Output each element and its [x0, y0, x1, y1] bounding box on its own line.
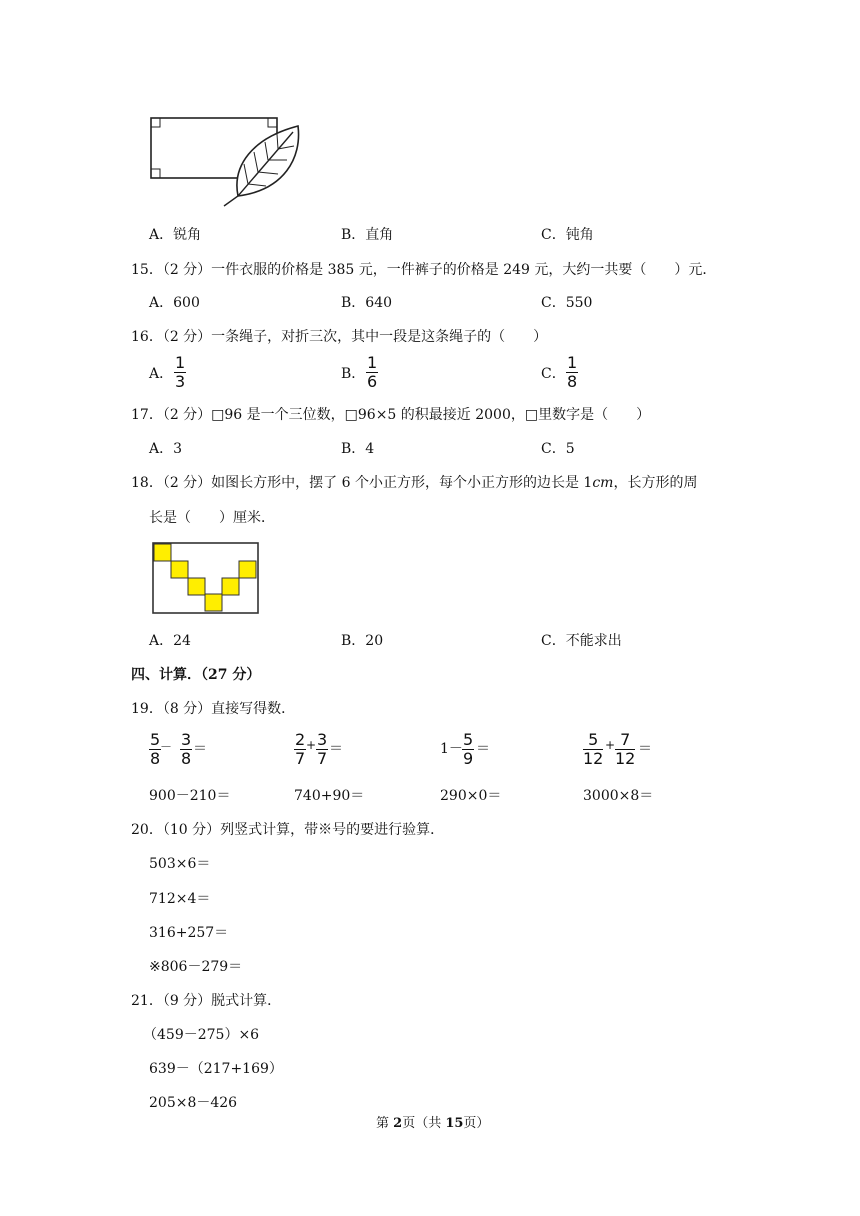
denominator: 3 — [175, 372, 186, 391]
q19-e2-equals: ＝ — [329, 741, 343, 757]
option-text: 锐角 — [173, 227, 202, 243]
q14-option-a — [149, 224, 201, 244]
q20-item-2: 712×4＝ — [149, 891, 211, 907]
numerator: 2 — [295, 730, 306, 749]
option-letter: A． — [149, 295, 174, 311]
option-letter: C． — [541, 295, 566, 311]
option-letter: C． — [541, 633, 566, 649]
option-text: 5 — [565, 441, 575, 457]
small-square-4 — [205, 594, 222, 611]
q17-option-a — [149, 438, 182, 458]
q16-option-a-letter: A． — [149, 366, 174, 382]
option-text: 4 — [365, 441, 375, 457]
q19-e4-equals: ＝ — [638, 741, 652, 757]
q19-stem: 19．（8 分）直接写得数． — [131, 701, 296, 717]
q16-option-b-fraction — [366, 354, 378, 391]
small-square-5 — [222, 578, 239, 595]
q19-e2-fraction-1 — [294, 731, 306, 768]
q18-stem-text-end: ，长方形的周 — [613, 475, 698, 491]
option-text: 钝角 — [565, 227, 594, 243]
small-square-3 — [188, 578, 205, 595]
rectangle-leaf-figure — [140, 110, 310, 210]
q21-item-2: 639－（217+169） — [149, 1061, 283, 1077]
q20-item-1: 503×6＝ — [149, 856, 211, 872]
option-letter: C． — [541, 441, 566, 457]
numerator: 1 — [175, 353, 186, 372]
denominator: 8 — [150, 749, 161, 768]
q19-row2-item-4: 3000×8＝ — [583, 788, 654, 804]
q19-e1-fraction-2 — [180, 731, 192, 768]
option-text: 550 — [565, 295, 593, 311]
numerator: 5 — [463, 730, 474, 749]
q20-stem: 20．（10 分）列竖式计算，带※号的要进行验算． — [131, 822, 445, 838]
q19-row2-item-1: 900－210＝ — [149, 788, 231, 804]
section-heading: 四、计算．（27 分） — [131, 667, 261, 683]
option-letter: B． — [341, 633, 366, 649]
denominator: 12 — [583, 749, 604, 768]
q18-stem-text: 18．（2 分）如图长方形中，摆了 6 个小正方形，每个小正方形的边长是 1 — [131, 475, 593, 491]
option-text: 600 — [173, 295, 200, 311]
q14-option-b — [341, 224, 393, 244]
q19-e4-fraction-1 — [583, 731, 603, 768]
denominator: 12 — [615, 749, 636, 768]
q18-stem-line2: 长是（ ）厘米． — [149, 510, 275, 526]
numerator: 5 — [583, 731, 603, 750]
option-letter: B． — [341, 441, 366, 457]
page-total: 15 — [445, 1116, 464, 1131]
page-footer — [376, 1112, 489, 1131]
small-square-6 — [239, 561, 256, 578]
numerator: 1 — [367, 353, 378, 372]
q17-stem: 17．（2 分）□96 是一个三位数，□96×5 的积最接近 2000，□里数字是（ ） — [131, 407, 651, 423]
q17-option-b — [341, 438, 374, 458]
q19-row2-item-2: 740+90＝ — [294, 788, 365, 804]
small-square-1 — [154, 544, 171, 561]
q20-item-3: 316+257＝ — [149, 925, 229, 941]
footer-prefix: 第 — [376, 1116, 394, 1131]
option-letter: C． — [541, 227, 566, 243]
q19-row2-item-3: 290×0＝ — [440, 788, 502, 804]
denominator: 9 — [463, 749, 474, 768]
footer-suffix: 页） — [463, 1116, 490, 1131]
rectangle-squares-figure — [152, 542, 260, 616]
q19-e4-fraction-2 — [615, 731, 635, 768]
option-letter: B． — [341, 295, 366, 311]
numerator: 7 — [615, 731, 635, 750]
q19-e1-operator: － — [160, 740, 173, 754]
denominator: 8 — [567, 372, 578, 391]
q16-stem: 16．（2 分）一条绳子，对折三次，其中一段是这条绳子的（ ） — [131, 329, 548, 345]
numerator: 3 — [317, 730, 328, 749]
option-text: 20 — [365, 633, 384, 649]
denominator: 8 — [181, 749, 192, 768]
q21-item-3: 205×8－426 — [149, 1095, 238, 1111]
small-square-2 — [171, 561, 188, 578]
option-letter: A． — [149, 441, 174, 457]
q18-option-b — [341, 630, 383, 650]
q19-e3-prefix: 1－ — [440, 741, 463, 757]
page-number: 2 — [393, 1116, 403, 1131]
q19-e3-equals: ＝ — [476, 741, 490, 757]
q14-option-c — [541, 224, 594, 244]
q19-e1-equals: ＝ — [193, 741, 207, 757]
denominator: 6 — [367, 372, 378, 391]
q16-option-b-letter: B． — [341, 366, 366, 382]
option-text: 640 — [365, 295, 393, 311]
q18-stem-unit: cm — [592, 475, 614, 491]
q19-e2-operator: + — [306, 738, 317, 752]
q19-e3-fraction — [462, 731, 474, 768]
q15-option-a — [149, 292, 200, 312]
option-letter: A． — [149, 633, 174, 649]
q15-stem: 15．（2 分）一件衣服的价格是 385 元，一件裤子的价格是 249 元，大约一共要（ ）元． — [131, 262, 717, 278]
q19-e2-fraction-2 — [316, 731, 328, 768]
option-text: 3 — [173, 441, 183, 457]
option-text: 24 — [173, 633, 191, 649]
q20-item-4: ※806－279＝ — [149, 959, 243, 975]
q18-option-c — [541, 630, 622, 650]
q21-item-1: （459－275）×6 — [143, 1027, 260, 1043]
denominator: 7 — [317, 749, 328, 768]
q16-option-c-letter: C． — [541, 366, 566, 382]
option-text: 不能求出 — [565, 633, 622, 649]
q21-stem: 21．（9 分）脱式计算． — [131, 993, 282, 1009]
option-letter: A． — [149, 227, 174, 243]
q19-e4-operator: + — [605, 738, 616, 752]
option-text: 直角 — [365, 227, 394, 243]
q17-option-c — [541, 438, 575, 458]
q15-option-c — [541, 292, 592, 312]
q16-option-a-fraction — [174, 354, 186, 391]
numerator: 1 — [567, 353, 578, 372]
option-letter: B． — [341, 227, 366, 243]
q18-stem-line1 — [131, 472, 697, 492]
footer-mid: 页（共 — [402, 1116, 446, 1131]
q15-option-b — [341, 292, 392, 312]
numerator: 3 — [181, 730, 192, 749]
q18-option-a — [149, 630, 191, 650]
numerator: 5 — [150, 730, 161, 749]
denominator: 7 — [295, 749, 306, 768]
q16-option-c-fraction — [566, 354, 578, 391]
